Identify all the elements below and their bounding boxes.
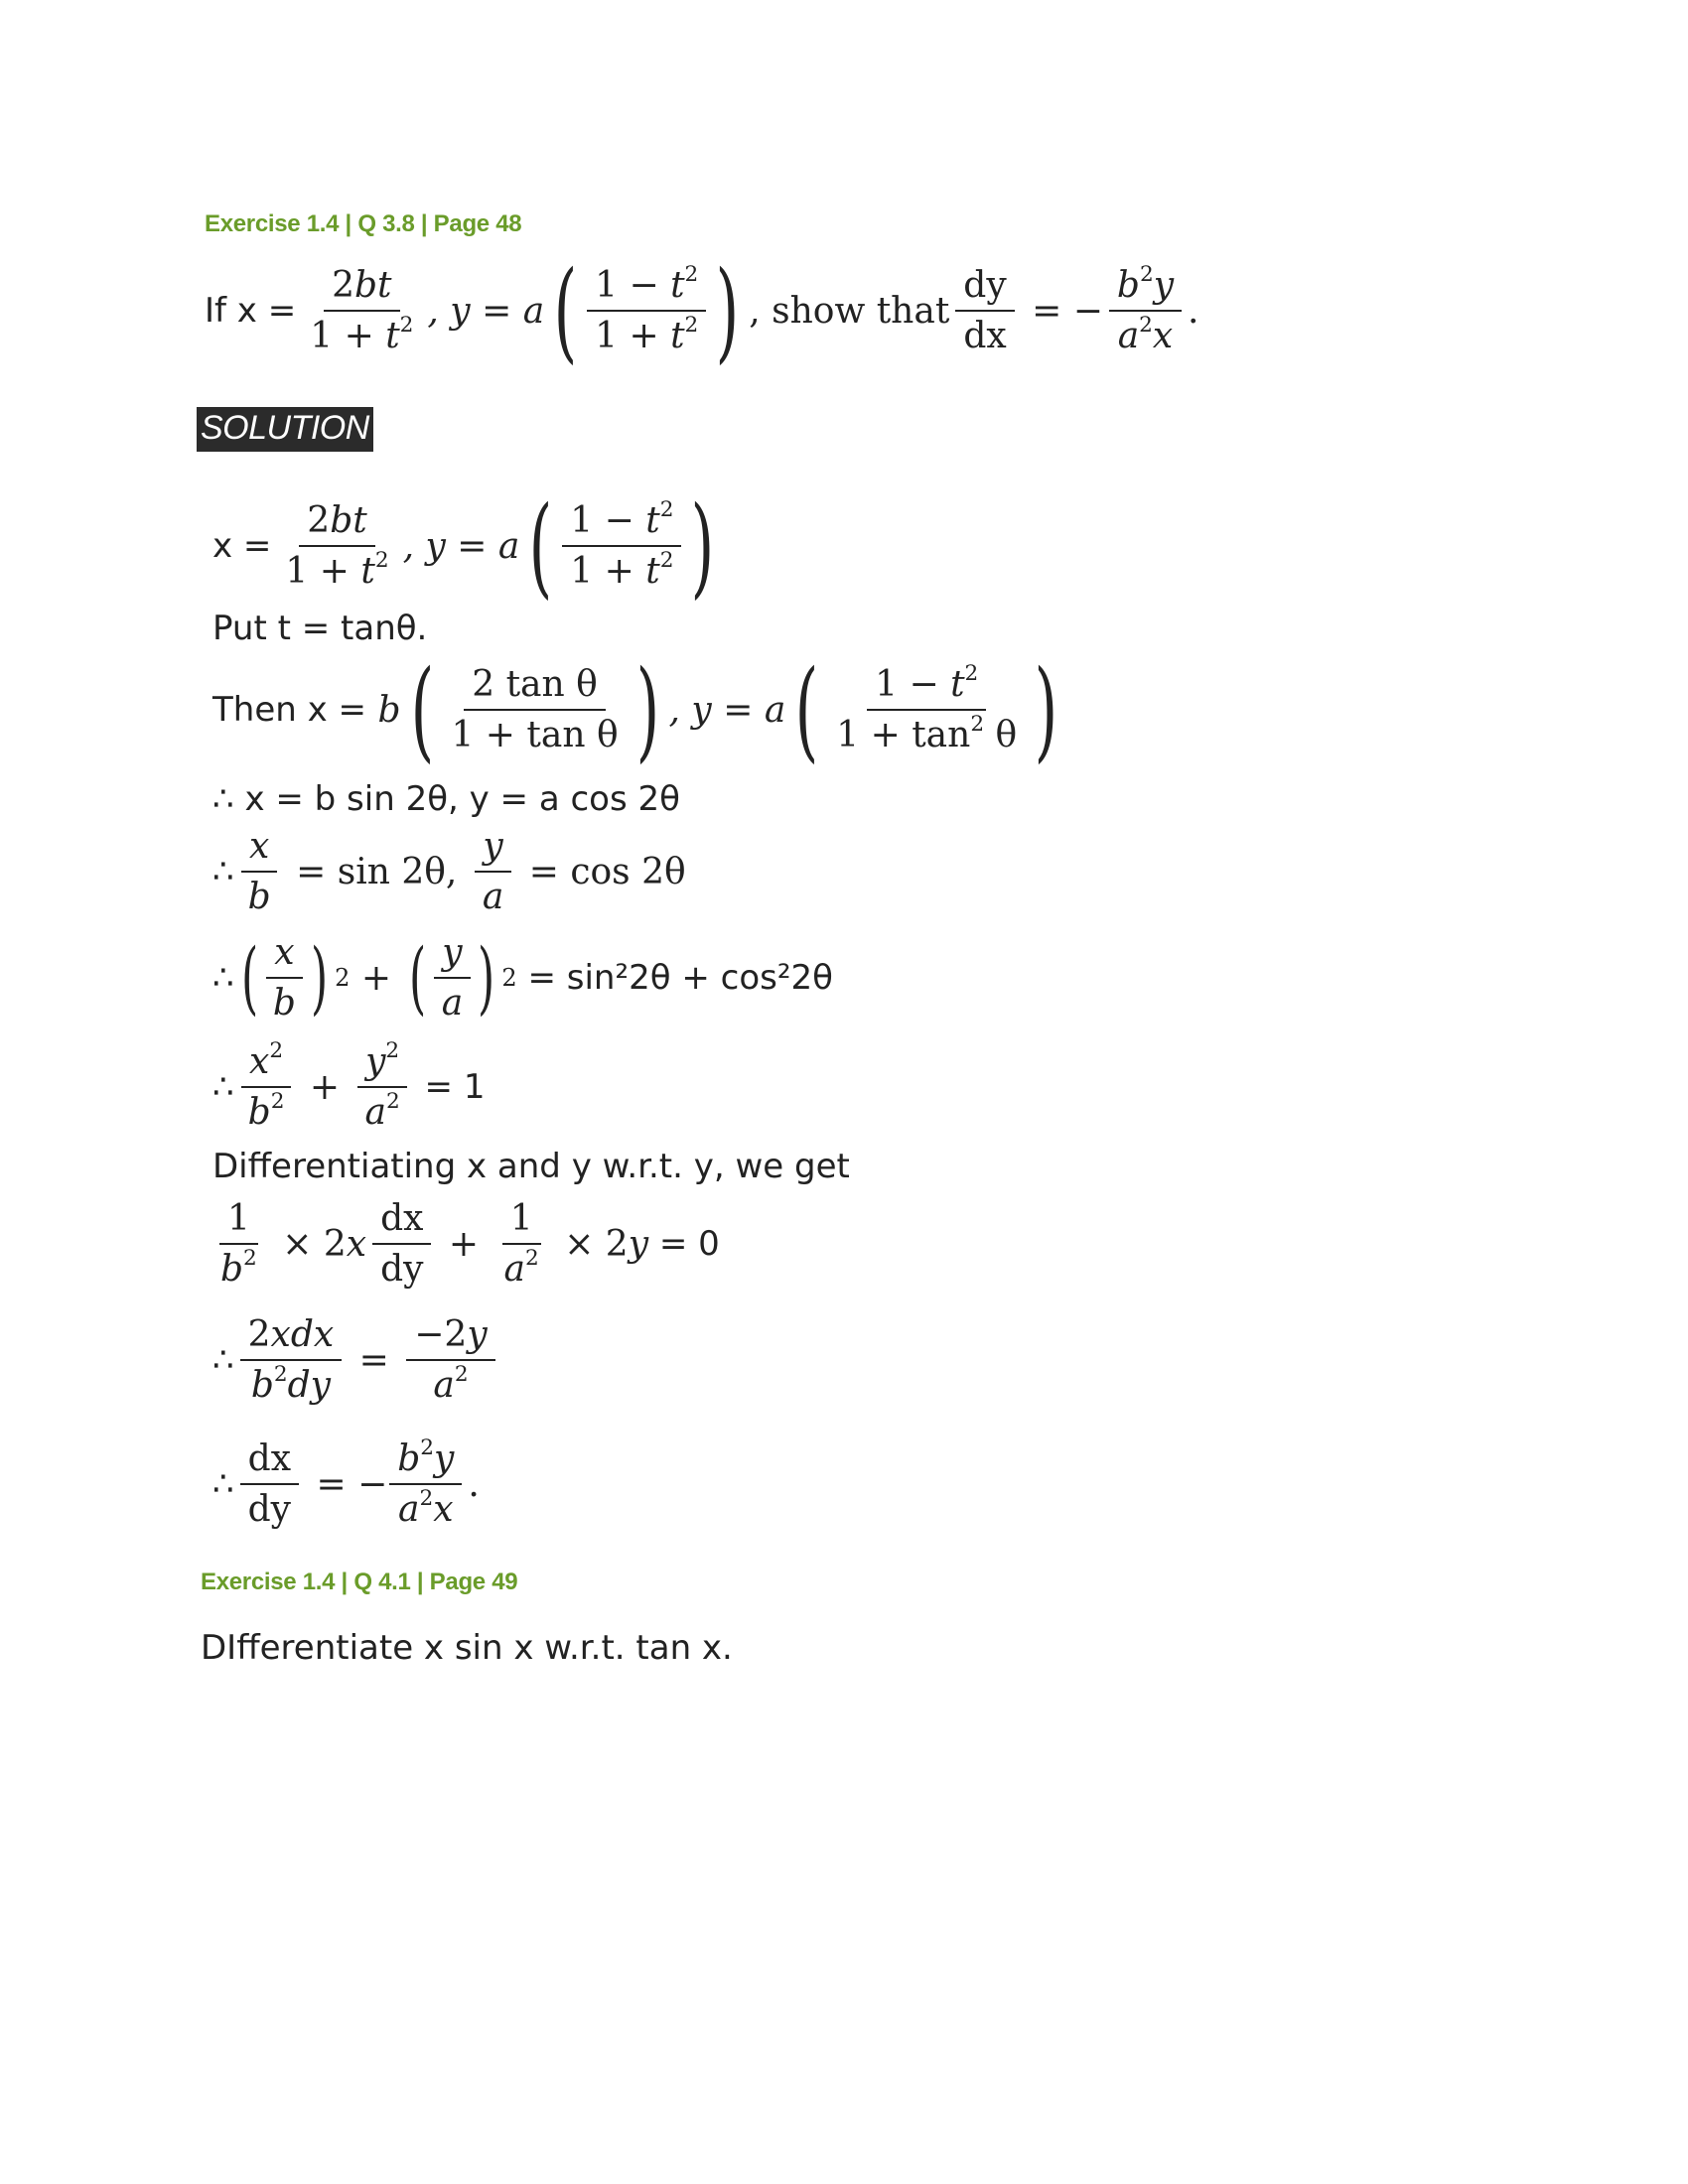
equals-one-text: = 1 bbox=[424, 1067, 486, 1107]
differentiating-text: Differentiating x and y w.r.t. y, we get bbox=[212, 1147, 850, 1186]
fraction-dy-dx: $\frac{dy}{dx}$ bbox=[955, 265, 1014, 357]
step-derivative-eq: $\frac{1}{b^2}$ × 2 x $\frac{dx}{dy}$ + $\frac{1}{a^2}$ × 2 y = 0 bbox=[220, 1197, 720, 1290]
question-if-x: If x = bbox=[205, 291, 297, 331]
step-x-over-b: ∴ $\frac{x}{b}$ = sin 2θ, $\frac{y}{a}$ = cos 2θ bbox=[212, 825, 686, 917]
step-x-label: x = bbox=[212, 526, 272, 566]
step-x-b-sin bbox=[212, 774, 680, 824]
step-x-equation: x = $\frac{2bt}{1 + t^2}$ , y = a ( $\frac{1 - t^2}{1 + t^2}$ ) bbox=[212, 482, 715, 610]
step-2xdx: ∴ $\frac{\text{2xdx}}{b^2dy}$ = $\frac{-2y}{a^2}$ bbox=[212, 1305, 501, 1415]
question-4-1 bbox=[201, 1623, 733, 1673]
question-4-1-text: DIfferentiate x sin x w.r.t. tan x. bbox=[201, 1628, 733, 1668]
fraction-1-t2: $\frac{1 - t^2}{1 + t^2}$ bbox=[587, 265, 706, 357]
question-statement: If x = $\frac{2bt}{1 + t^2}$ , y = a ( $\frac{1 - t^2}{1 + t^2}$ ) , show that $\frac{dy}{dx}$ = − $\frac{b^2y}{a^2x}$ . bbox=[205, 247, 1199, 374]
step-put-t-text: Put t = tanθ. bbox=[212, 609, 428, 648]
exercise-header-q3-8: Exercise 1.4 | Q 3.8 | Page 48 bbox=[205, 210, 522, 237]
exercise-header-q4-1: Exercise 1.4 | Q 4.1 | Page 49 bbox=[201, 1569, 518, 1595]
step-then-x: Then x = b ( $\frac{\text{2 tan θ}}{\text{1 + tan θ}}$ ) , y = a ( $\frac{1 - t^2}{1 + \tan^2 \theta}$ ) bbox=[212, 646, 1058, 773]
fraction-b2y-a2x: $\frac{b^2y}{a^2x}$ bbox=[1109, 265, 1182, 357]
solution-label: SOLUTION bbox=[197, 407, 373, 452]
therefore-symbol: ∴ bbox=[212, 1464, 234, 1504]
sin-cos-squared-text: = sin²2θ + cos²2θ bbox=[527, 958, 833, 998]
step-diff-text bbox=[212, 1142, 850, 1191]
step-then-x-label: Then x = bbox=[212, 690, 367, 730]
question-show-that: show that bbox=[772, 290, 950, 332]
therefore-symbol: ∴ bbox=[212, 852, 234, 891]
step-final: ∴ $\frac{dx}{dy}$ = − $\frac{b^2y}{a^2x}$ . bbox=[212, 1434, 480, 1530]
equals-zero-text: = 0 bbox=[658, 1224, 720, 1264]
therefore-symbol: ∴ bbox=[212, 1340, 234, 1380]
step-ellipse-eq: ∴ $\frac{x^2}{b^2}$ + $\frac{y^2}{a^2}$ = 1 bbox=[212, 1037, 486, 1133]
therefore-symbol: ∴ bbox=[212, 958, 234, 998]
therefore-symbol: ∴ bbox=[212, 1067, 234, 1107]
step-put-t bbox=[212, 604, 427, 653]
step-x-b-sin-text: ∴ x = b sin 2θ, y = a cos 2θ bbox=[212, 779, 680, 819]
fraction-2bt: $\frac{2bt}{1 + t^2}$ bbox=[310, 264, 414, 356]
step-squares-sum: ∴ ( $\frac{x}{b}$ ) 2 + ( $\frac{y}{a}$ ) 2 = sin²2θ + cos²2θ bbox=[212, 931, 833, 1024]
